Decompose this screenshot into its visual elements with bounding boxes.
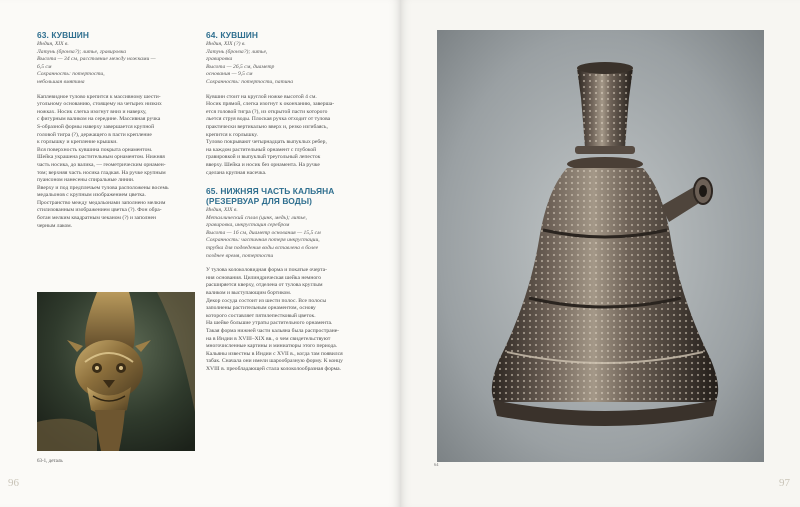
body-line: валиком и выступающим бортиком. [206,290,292,297]
entry-64-title: 64. КУВШИН [206,30,259,40]
meta-line: Сохранность: частичная потеря инкрустации, [206,237,320,244]
meta-line: основания — 9,5 см [206,71,253,78]
body-line: Вся поверхность кувшина покрыта орнаментом. [37,146,153,153]
body-line: черным лаком. [37,222,73,229]
body-line: Носик прямой, слегка изогнут к окончанию, заверша- [206,101,335,108]
body-line: Тулово покрывают четырнадцать выпуклых ребер, [206,139,327,146]
body-line: Вверху и под предплечьем тулова расположены восемь [37,184,169,191]
body-line: головой тигра (?), держащего в пасти крепление [37,131,152,138]
body-line: Кувшин стоит на круглой ножке высотой 4 см. [206,93,317,100]
tiger-head-illustration [37,292,195,451]
body-line: с фигурным валиком на середине. Массивная ручка [37,116,161,123]
page-number-right: 97 [779,477,790,489]
meta-line: Сохранность: потертости, патина [206,78,294,85]
meta-line: Индия, XIX (?) в. [206,41,246,47]
body-line: вверху. Шейка и носик без орнамента. На ручке [206,161,320,168]
photo-caption: 63-1, деталь [37,459,63,464]
small-page-number: 64 [434,462,439,467]
body-line: ния основания. Цилиндрическая шейка немного [206,274,322,281]
body-line: часть носика, до валика, — геометрическим орнамен- [37,161,166,168]
hookah-base-photo [437,30,764,462]
meta-line: Латунь (бронза?); литье, гравировка [37,48,127,55]
body-line: Шейка украшена растительным орнаментом. Нижняя [37,154,165,161]
body-line: к горлышку и крепление крышки. [37,139,118,146]
body-line: практически вертикально вверх и, резко изгибаясь, [206,123,328,130]
right-page [400,0,800,507]
body-line: Пространство между медальонами заполнено мелким [37,199,166,206]
body-line: заполнены растительным орнаментом, основу [206,305,316,312]
body-line: ботан мелким квадратным чеканом (?) и заполнен [37,215,156,222]
body-line: на каждом растительный орнамент с глубокой [206,146,317,153]
body-line: стилизованным изображением цветка (?). Фон обра- [37,207,162,214]
body-line: Декор сосуда состоит из шести полос. Все полосы [206,297,327,304]
body-line: льется струя воды. Плоская ручка отходит от тулова [206,116,331,123]
entry-64-description [206,94,364,178]
meta-line: позднее время, потертости [206,252,274,259]
meta-line: Сохранность: потертости, [37,71,105,78]
meta-line: Латунь (бронза?); литье, [206,48,268,55]
body-line: которого составляет пятилепестковый цветок. [206,312,316,319]
entry-65-meta [206,207,364,260]
body-line: угольному основанию, стоящему на четырех низких [37,101,162,108]
body-line: расширяется кверху, отделена от тулова круглым [206,282,323,289]
meta-line: трубка для подведения воды вставлена в более [206,245,319,252]
meta-line: Высота — 16 см, диаметр основания — 15,5 см [206,229,321,236]
entry-63-description [37,94,195,231]
body-line: медальонов с крупным изображением цветка. [37,192,146,199]
body-line: сделана крупная насечка. [206,169,267,176]
meta-line: Металлический сплав (цинк, медь); литье, [206,214,307,221]
entry-64-65-column [206,30,364,374]
entry-65-description [206,267,364,373]
entry-65-title [206,186,364,206]
meta-line: гравировка [206,56,233,63]
entry-65-title-line2: (РЕЗЕРВУАР ДЛЯ ВОДЫ) [206,196,313,207]
entry-63-meta [37,41,195,87]
body-line: пуансоном нанесены спиральные линии. [37,177,135,184]
body-line: Кальяны известны в Индии с XVII в., когда там появился [206,350,343,357]
body-line: том; верхняя часть носика гладкая. На ручке крупным [37,169,166,176]
body-line: ется головой тигра (?), из открытой пасти которого [206,108,328,115]
meta-line: небольшая вмятина [37,78,85,85]
meta-line: Высота — 34 см, расстояние между ножками — [37,56,156,63]
body-line: На шейке большие утраты растительного орнамента. [206,320,333,327]
jug-detail-photo [37,292,195,451]
entry-65-title-line1: 65. НИЖНЯЯ ЧАСТЬ КАЛЬЯНА [206,186,335,197]
body-line: многочисленные картины и миниатюры этого периода. [206,343,338,350]
meta-line: 6,5 см [37,63,52,70]
meta-line: Индия, XIX в. [37,41,69,47]
body-line: XVIII в. преобладающей стала колоколообразная форма. [206,365,342,372]
body-line: S-образной формы наверху завершается крупной [37,123,155,130]
body-line: гравировкой и выпуклый треугольный лепесток [206,154,321,161]
hookah-base-illustration [437,30,764,462]
body-line: табак. Сначала они имели шарообразную форму. К концу [206,358,343,365]
body-line: крепится к горлышку. [206,131,258,138]
body-line: У тулова колоколовидная форма и покатые очерта- [206,267,328,274]
entry-63 [37,30,195,230]
body-line: на в Индии в XVIII–XIX вв., о чем свидетельствуют [206,335,331,342]
meta-line: Индия, XIX в. [206,207,238,214]
meta-line: Высота — 26,5 см, диаметр [206,63,275,70]
body-line: Каплевидное тулово крепится к массивному шести- [37,93,161,100]
page-number-left: 96 [8,477,19,489]
entry-63-title: 63. КУВШИН [37,30,90,40]
body-line: ножках. Носик слегка изогнут вниз и наверху, [37,108,147,115]
body-line: Такая форма нижней части кальяна была распростране- [206,328,340,334]
meta-line: гравировка, инкрустация серебром [206,222,290,229]
entry-64-meta [206,41,364,87]
